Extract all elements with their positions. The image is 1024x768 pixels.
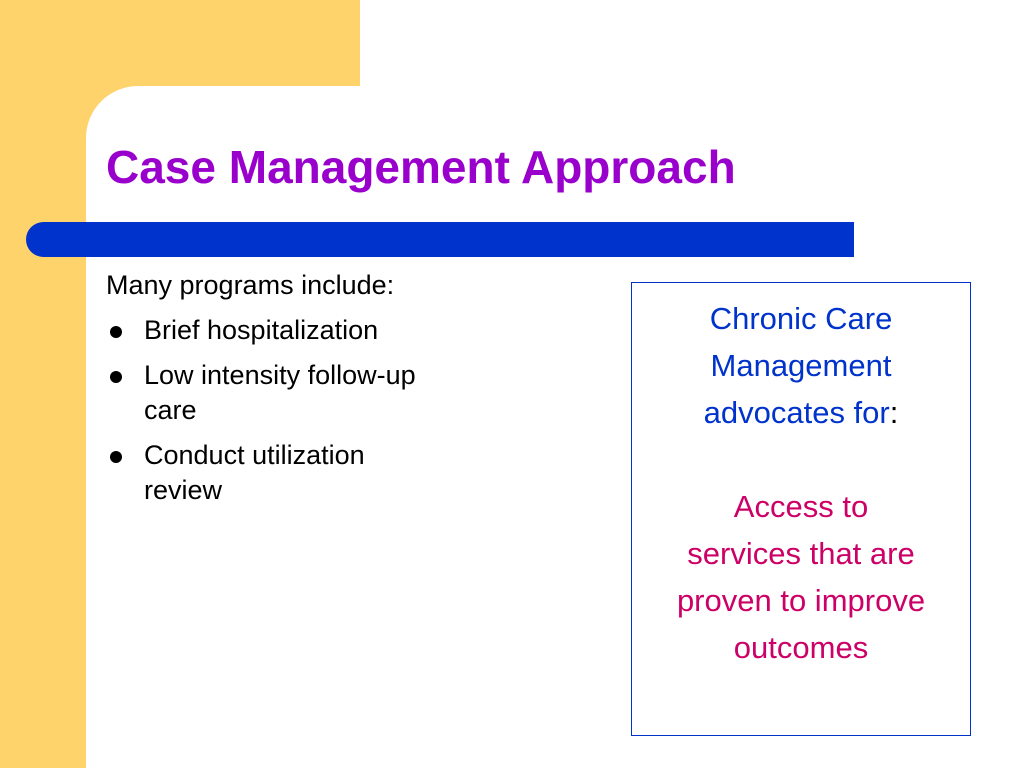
callout-heading-line: Chronic Care <box>709 301 893 336</box>
list-item <box>106 438 506 508</box>
bullet-list <box>106 313 506 518</box>
bullet-text: Low intensity follow-up <box>144 360 416 390</box>
slide-title: Case Management Approach <box>106 141 736 193</box>
content-panel-top <box>360 0 1024 86</box>
callout-body-line: proven to improve <box>676 583 926 618</box>
bullet-text: Brief hospitalization <box>144 315 379 345</box>
list-item <box>106 358 506 428</box>
bullet-text-continued: review <box>144 475 223 505</box>
list-item <box>106 313 506 348</box>
callout-body <box>632 483 970 671</box>
callout-body-line: Access to <box>733 489 869 524</box>
callout-body-line: services that are <box>687 536 915 571</box>
intro-text: Many programs include: <box>106 270 395 300</box>
callout-heading-line: advocates for <box>703 395 890 430</box>
callout-heading <box>632 295 970 436</box>
bullet-dot-icon <box>110 371 122 383</box>
title-underline-bar <box>26 222 854 257</box>
callout-box <box>631 282 971 736</box>
bullet-text: Conduct utilization <box>144 440 365 470</box>
bullet-text-continued: care <box>144 395 197 425</box>
callout-heading-line: Management <box>710 348 892 383</box>
bullet-dot-icon <box>110 326 122 338</box>
bullet-dot-icon <box>110 451 122 463</box>
callout-heading-colon: : <box>889 395 899 430</box>
callout-body-line: outcomes <box>733 630 869 665</box>
